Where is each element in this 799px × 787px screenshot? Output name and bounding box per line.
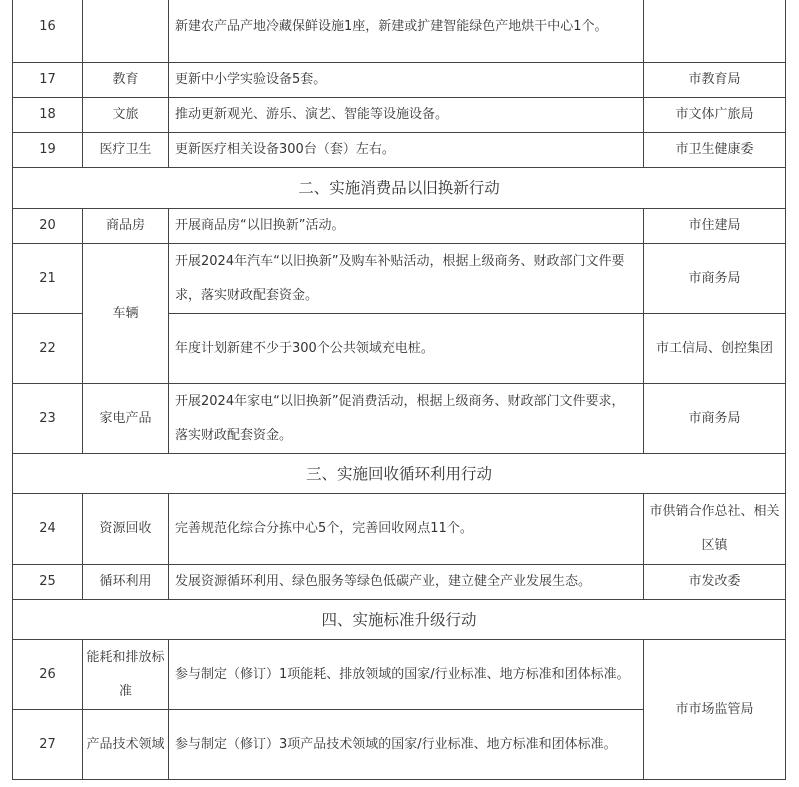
row-content: 完善规范化综合分拣中心5个，完善回收网点11个。 [169, 494, 644, 565]
row-department: 市供销合作总社、相关区镇 [644, 494, 786, 565]
row-content: 新建农产品产地冷藏保鲜设施1座，新建或扩建智能绿色产地烘干中心1个。 [169, 0, 644, 63]
section-heading: 二、实施消费品以旧换新行动 [13, 168, 786, 209]
row-number: 25 [13, 565, 83, 600]
table-row [13, 63, 786, 98]
row-content: 年度计划新建不少于300个公共领域充电桩。 [169, 314, 644, 384]
row-content: 开展2024年汽车“以旧换新”及购车补贴活动，根据上级商务、财政部门文件要求，落实财政配套资金。 [169, 244, 644, 314]
row-content: 开展商品房“以旧换新”活动。 [169, 209, 644, 244]
row-department: 市市场监管局 [644, 640, 786, 780]
row-category: 文旅 [83, 98, 169, 133]
section-heading: 四、实施标准升级行动 [13, 600, 786, 640]
section-row [13, 454, 786, 494]
row-number: 22 [13, 314, 83, 384]
row-category: 循环利用 [83, 565, 169, 600]
plan-table [12, 0, 786, 780]
table-row [13, 133, 786, 168]
row-number: 20 [13, 209, 83, 244]
row-number: 27 [13, 710, 83, 780]
table-row [13, 384, 786, 454]
table-row [13, 0, 786, 63]
row-category: 产品技术领域 [83, 710, 169, 780]
row-number: 23 [13, 384, 83, 454]
row-content: 推动更新观光、游乐、演艺、智能等设施设备。 [169, 98, 644, 133]
row-number: 24 [13, 494, 83, 565]
row-category: 车辆 [83, 244, 169, 384]
row-department: 市商务局 [644, 384, 786, 454]
table-row [13, 494, 786, 565]
row-department: 市发改委 [644, 565, 786, 600]
table-row [13, 565, 786, 600]
row-number: 19 [13, 133, 83, 168]
row-number: 16 [13, 0, 83, 63]
row-category: 医疗卫生 [83, 133, 169, 168]
table-row [13, 98, 786, 133]
table-row [13, 209, 786, 244]
row-content: 参与制定（修订）3项产品技术领域的国家/行业标准、地方标准和团体标准。 [169, 710, 644, 780]
table-row [13, 244, 786, 314]
row-category: 商品房 [83, 209, 169, 244]
row-department: 市商务局 [644, 244, 786, 314]
row-department: 市住建局 [644, 209, 786, 244]
row-department: 市卫生健康委 [644, 133, 786, 168]
row-category: 资源回收 [83, 494, 169, 565]
row-category: 教育 [83, 63, 169, 98]
row-content: 开展2024年家电“以旧换新”促消费活动，根据上级商务、财政部门文件要求，落实财政配套资金。 [169, 384, 644, 454]
row-content: 发展资源循环利用、绿色服务等绿色低碳产业，建立健全产业发展生态。 [169, 565, 644, 600]
row-department: 市文体广旅局 [644, 98, 786, 133]
row-content: 参与制定（修订）1项能耗、排放领域的国家/行业标准、地方标准和团体标准。 [169, 640, 644, 710]
row-number: 18 [13, 98, 83, 133]
section-heading: 三、实施回收循环利用行动 [13, 454, 786, 494]
row-category: 家电产品 [83, 384, 169, 454]
row-content: 更新中小学实验设备5套。 [169, 63, 644, 98]
row-category: 能耗和排放标准 [83, 640, 169, 710]
row-number: 21 [13, 244, 83, 314]
section-row [13, 168, 786, 209]
table-row [13, 640, 786, 710]
row-category [83, 0, 169, 63]
row-number: 26 [13, 640, 83, 710]
row-department: 市工信局、创控集团 [644, 314, 786, 384]
section-row [13, 600, 786, 640]
row-department [644, 0, 786, 63]
row-department: 市教育局 [644, 63, 786, 98]
row-number: 17 [13, 63, 83, 98]
row-content: 更新医疗相关设备300台（套）左右。 [169, 133, 644, 168]
